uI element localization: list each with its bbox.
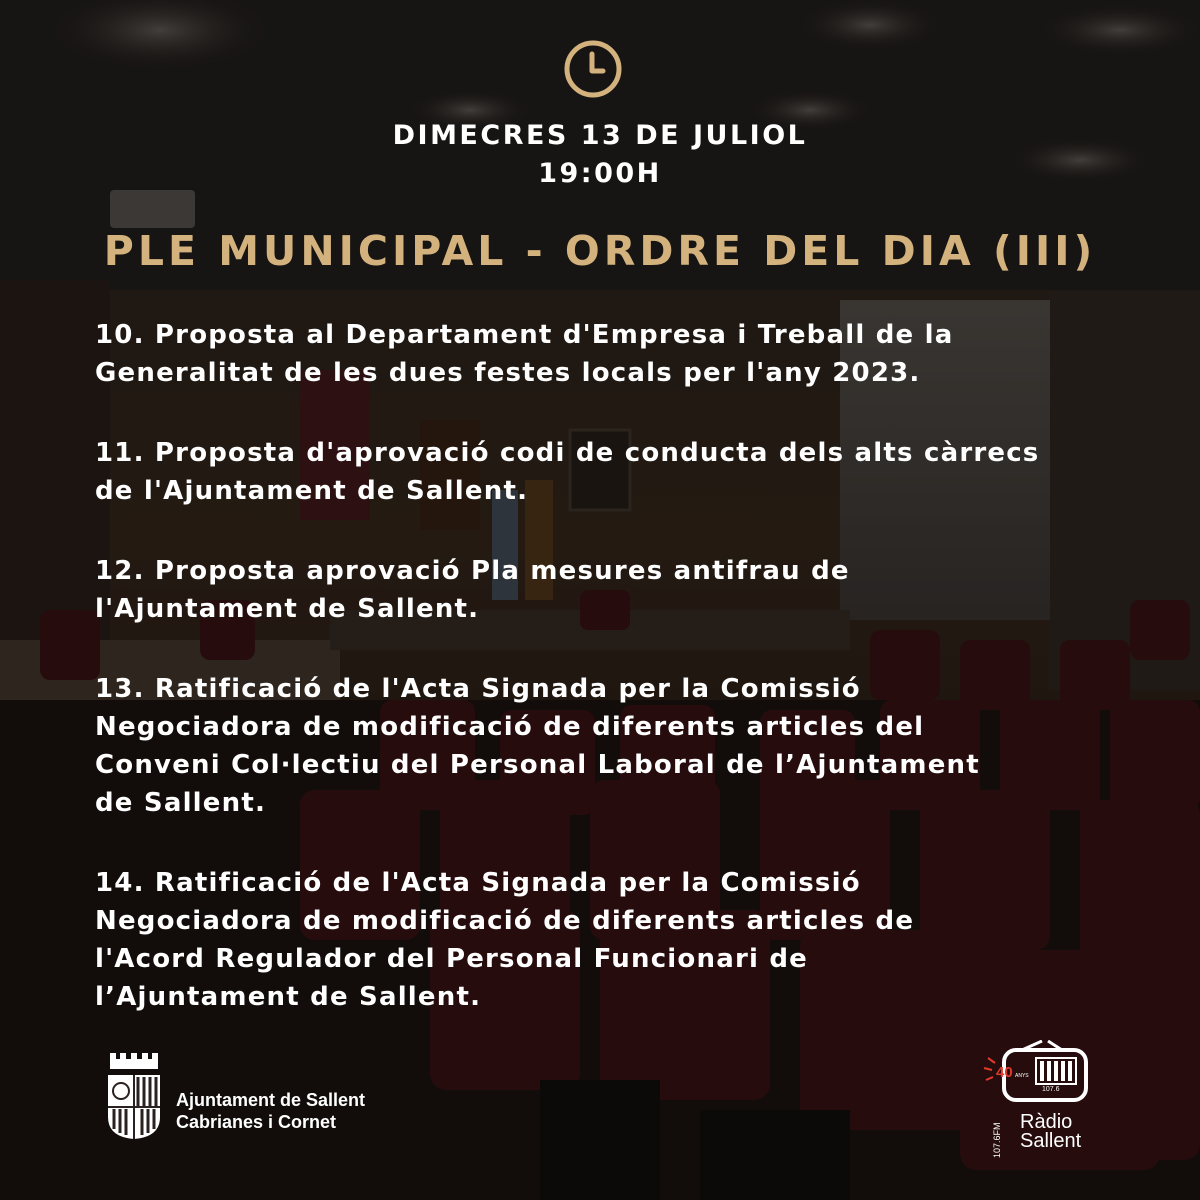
radio-name: Ràdio Sallent [1020,1111,1082,1152]
radio-badge-number: 40 [996,1064,1013,1081]
agenda-item: 13. Ratificació de l'Acta Signada per la Comissió Negociadora de modificació de diferents articles del Conveni Col·lectiu del Personal Laboral de l’Ajuntament de Sallent. [95,674,980,818]
council-name-line2: Cabrianes i Cornet [176,1112,337,1132]
agenda-item: 10. Proposta al Departament d'Empresa i Treball de la Generalitat de les dues festes locals per l'any 2023. [95,320,954,388]
agenda-item: 12. Proposta aprovació Pla mesures antifrau de l'Ajuntament de Sallent. [95,556,850,624]
radio-badge-sub: ANYS [1015,1073,1029,1079]
agenda-list [95,316,1135,1058]
clock-icon [563,39,623,99]
agenda-item: 11. Proposta d'aprovació codi de conducta dels alts càrrecs de l'Ajuntament de Sallent. [95,438,1040,506]
coat-of-arms-icon [104,1051,164,1141]
event-time: 19:00H [538,158,662,189]
event-datetime [0,117,1200,193]
event-date: DIMECRES 13 DE JULIOL [392,120,808,151]
council-name [176,1089,365,1133]
page-title: PLE MUNICIPAL - ORDRE DEL DIA (III) [103,227,1097,275]
radio-display: 107.6 [1042,1086,1060,1093]
agenda-item: 14. Ratificació de l'Acta Signada per la Comissió Negociadora de modificació de diferents articles de l'Acord Regulador del Personal Funcionari de l’Ajuntament de Sallent. [95,868,915,1012]
radio-logo [982,1040,1092,1160]
radio-frequency: 107.6FM [992,1122,1002,1158]
council-name-line1: Ajuntament de Sallent [176,1090,366,1110]
council-logo [104,1051,424,1141]
